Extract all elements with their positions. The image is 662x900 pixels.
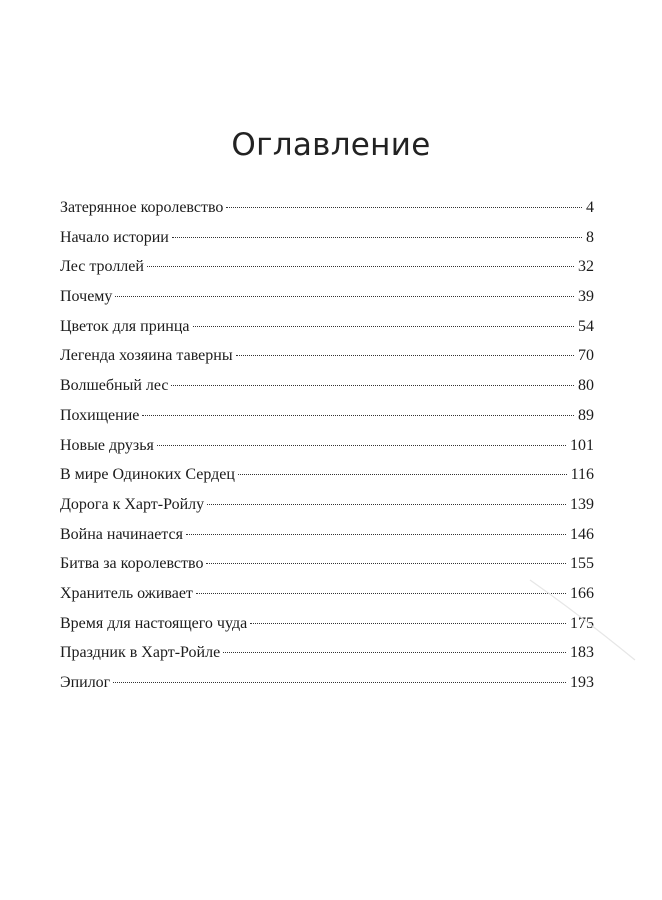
toc-entry: [60, 282, 594, 312]
dot-leader: [226, 207, 582, 208]
toc-entry-page-number: 54: [578, 317, 594, 335]
dot-leader: [238, 474, 567, 475]
toc-entry-page-number: 175: [570, 614, 594, 632]
toc-entry: [60, 341, 594, 371]
dot-leader: [113, 682, 566, 683]
toc-entry-title: Время для настоящего чуда: [60, 614, 248, 632]
toc-entry: [60, 549, 594, 579]
toc-entry: [60, 431, 594, 461]
dot-leader: [250, 623, 566, 624]
dot-leader: [172, 237, 582, 238]
toc-entry-title: Затерянное королевство: [60, 199, 224, 216]
toc-entry: [60, 401, 594, 431]
dot-leader: [171, 385, 574, 386]
dot-leader: [236, 355, 574, 356]
toc-entry: [60, 223, 594, 253]
dot-leader: [196, 593, 566, 594]
toc-entry: [60, 371, 594, 401]
toc-entry-page-number: 155: [570, 555, 594, 573]
toc-entry-page-number: 166: [570, 584, 594, 602]
toc-entry-title: Война начинается: [60, 525, 183, 543]
dot-leader: [206, 563, 566, 564]
toc-entry-page-number: 8: [586, 228, 594, 246]
toc-entry-page-number: 39: [578, 288, 594, 306]
toc-entry: [60, 460, 594, 490]
dot-leader: [193, 326, 574, 327]
toc-entry: [60, 252, 594, 282]
toc-entry: [60, 668, 594, 698]
toc-entry-title: Цветок для принца: [60, 317, 190, 335]
toc-entry-page-number: 101: [570, 436, 594, 454]
toc-entry: [60, 638, 594, 668]
toc-entry-title: Начало истории: [60, 228, 169, 246]
toc-entry-page-number: 146: [570, 525, 594, 543]
toc-entry-page-number: 193: [570, 674, 594, 691]
table-of-contents: [60, 193, 594, 698]
toc-entry-title: Новые друзья: [60, 436, 154, 454]
dot-leader: [115, 296, 574, 297]
page-title: Оглавление: [231, 127, 431, 163]
toc-entry-page-number: 4: [586, 199, 594, 216]
toc-entry: [60, 579, 594, 609]
toc-entry-page-number: 80: [578, 377, 594, 395]
toc-entry-page-number: 89: [578, 406, 594, 424]
dot-leader: [157, 445, 566, 446]
toc-entry-title: Битва за королевство: [60, 555, 204, 573]
toc-entry-title: Волшебный лес: [60, 377, 169, 395]
toc-entry-title: Хранитель оживает: [60, 584, 193, 602]
toc-entry-page-number: 32: [578, 258, 594, 276]
dot-leader: [147, 266, 574, 267]
toc-entry: [60, 193, 594, 223]
toc-entry-title: Легенда хозяина таверны: [60, 347, 233, 365]
toc-entry: [60, 490, 594, 520]
toc-entry: [60, 609, 594, 639]
toc-entry-title: Похищение: [60, 406, 140, 424]
dot-leader: [186, 534, 566, 535]
toc-entry: [60, 520, 594, 550]
toc-entry-page-number: 116: [570, 466, 594, 484]
toc-entry-title: Дорога к Харт-Ройлу: [60, 495, 205, 513]
toc-entry-title: Почему: [60, 288, 113, 306]
toc-entry-page-number: 183: [570, 644, 594, 662]
toc-entry-page-number: 70: [578, 347, 594, 365]
dot-leader: [142, 415, 574, 416]
toc-entry-title: Лес троллей: [60, 258, 144, 276]
dot-leader: [223, 652, 566, 653]
toc-entry-title: Эпилог: [60, 674, 111, 691]
toc-entry-title: В мире Одиноких Сердец: [60, 466, 235, 484]
dot-leader: [207, 504, 566, 505]
toc-entry-page-number: 139: [570, 495, 594, 513]
toc-entry-title: Праздник в Харт-Ройле: [60, 644, 221, 662]
toc-entry: [60, 312, 594, 342]
